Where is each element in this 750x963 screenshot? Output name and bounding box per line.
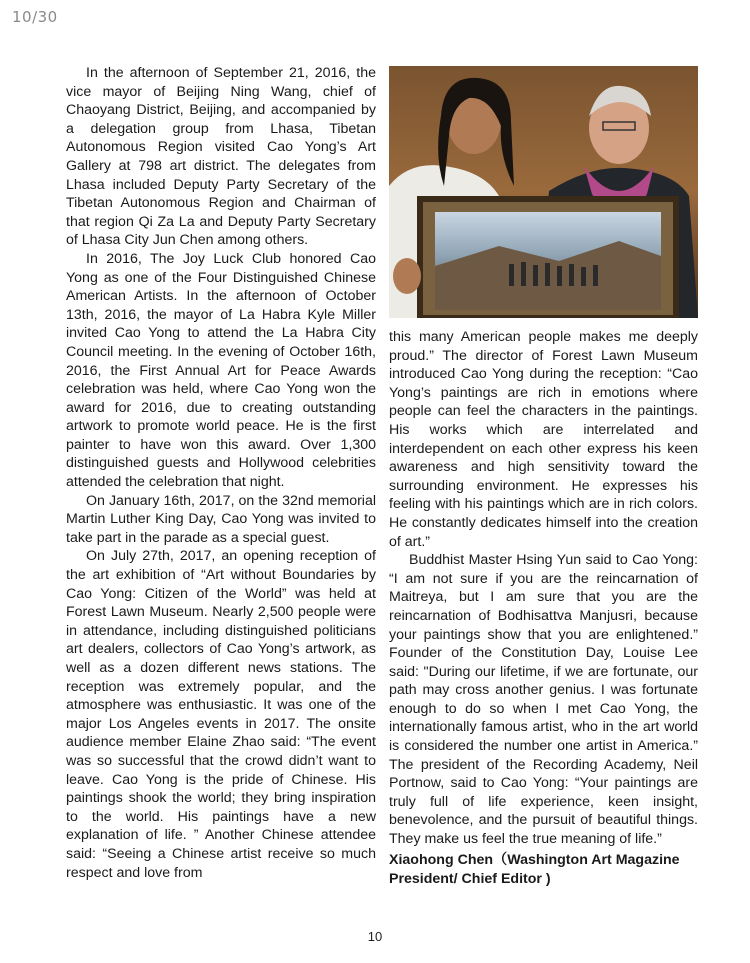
- left-column: [66, 64, 376, 882]
- event-photo: [389, 66, 698, 318]
- signature-line-1: Xiaohong Chen（Washington Art Magazine: [389, 851, 680, 868]
- right-column: [389, 328, 698, 889]
- photo-illustration: [389, 66, 698, 318]
- paragraph: In the afternoon of September 21, 2016, the vice mayor of Beijing Ning Wang, chief of Chaoyang District, Beijing, and accompanied by a delegation group from Lhasa, Tibetan Autonomous Region visited Cao Yong’s Art Gallery at 798 art district. The delegates from Lhasa included Deputy Party Secretary of the Tibetan Autonomous Region and Chairman of that region Qi Za La and Deputy Party Secretary of Lhasa City Jun Chen among others.: [66, 65, 376, 249]
- paragraph: On July 27th, 2017, an opening reception of the art exhibition of “Art without Boundaries by Cao Yong: Citizen of the World” was held at Forest Lawn Museum. Nearly 2,500 people were in attendance, including distinguished politicians art dealers, collectors of Cao Yong’s artwork, as well as a dozen different news stations. The reception was extremely popular, and the atmosphere was enthusiastic. It was one of the major Los Angeles events in 2017. The onsite audience member Elaine Zhao said: “The event was so successful that the crowd didn’t want to leave. Cao Yong is the pride of Chinese. His paintings shook the world; they bring inspiration to the world. His paintings have a new explanation of life. ” Another Chinese attendee said: “Seeing a Chinese artist receive so much respect and love from: [66, 548, 376, 881]
- page-number: 10: [367, 929, 383, 944]
- paragraph: In 2016, The Joy Luck Club honored Cao Yong as one of the Four Distinguished Chinese American Artists. In the afternoon of October 13th, 2016, the mayor of La Habra Kyle Miller invited Cao Yong to attend the La Habra City Council meeting. In the evening of October 16th, 2016, the First Annual Art for Peace Awards celebration was held, where Cao Yong won the award for 2016, due to creating outstanding artwork to promote world peace. He is the first painter to have won this award. Over 1,300 distinguished guests and Hollywood celebrities attended the celebration that night.: [66, 250, 376, 491]
- paragraph: this many American people makes me deeply proud.” The director of Forest Lawn Museum introduced Cao Yong during the reception: “Cao Yong’s paintings are rich in emotions where people can feel the characters in the paintings. His works which are interrelated and interdependent on each other express his keen awareness and high sensitivity toward the surrounding environment. He expresses his feeling with his paintings which are in rich colors. He constantly dedicates himself into the creation of art.”: [389, 329, 698, 550]
- author-signature: [389, 851, 698, 889]
- page-counter: 10/30: [12, 8, 58, 26]
- paragraph: Buddhist Master Hsing Yun said to Cao Yong: “I am not sure if you are the reincarnation of Maitreya, but I am sure that you are the reincarnation of Bodhisattva Manjusri, because your paintings show that you are enlightened.” Founder of the Constitution Day, Louise Lee said: "During our lifetime, if we are fortunate, our path may cross another genius. I was fortunate enough to do so when I met Cao Yong, the internationally famous artist, who in the art world is considered the number one artist in America.” The president of the Recording Academy, Neil Portnow, said to Cao Yong: “Your paintings are truly full of life experience, keen insight, benevolence, and the pursuit of beautiful things. They make us feel the true meaning of life.”: [389, 552, 698, 848]
- signature-line-2: President/ Chief Editor ): [389, 870, 551, 887]
- paragraph: On January 16th, 2017, on the 32nd memorial Martin Luther King Day, Cao Yong was invited to take part in the parade as a special guest.: [66, 492, 376, 546]
